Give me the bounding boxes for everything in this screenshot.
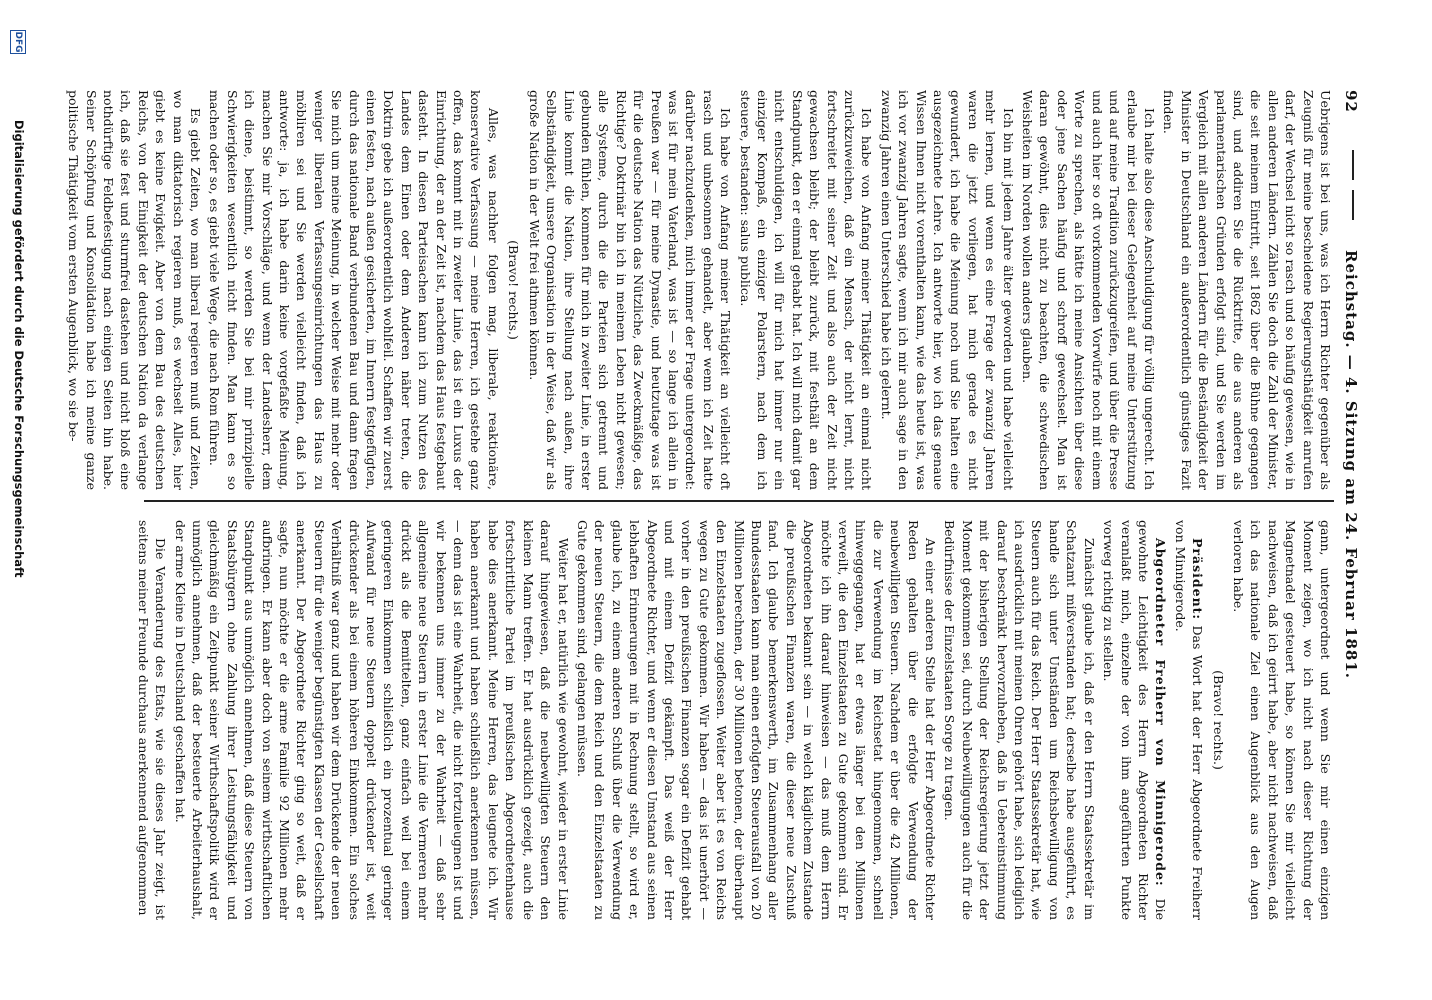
- speaker-text: Die gewohnte Leichtigkeit des Herrn Abgeordneten Richter veranlaßt mich, einzelne der von ihm angeführten Punkte vorweg richtig zu stellen.: [1101, 520, 1169, 921]
- header-rule-right: [1352, 190, 1354, 220]
- paragraph: Zunächst glaube ich, daß er den Herrn Staatssekretär im Schatzamt mißverstanden hat; derselbe habe ausgeführt, es handle sich unter Umständen um Reichsbewilligung von Steuern auch für das Reich. Der Herr Staatssekretär hat, wie ich ausdrücklich mit meinen Ohren gehört habe, sich lediglich darauf beschränkt hervorzuheben, daß in Uebereinstimmung mit der bisherigen Stellung der Reichsregierung jetzt der Moment gekommen sei, durch Neubewilligungen auch für die Bedürfnisse der Einzelstaaten Sorge zu tragen.: [942, 520, 1097, 920]
- president-text: Das Wort hat der Herr Abgeordnete Freiherr von Minnigerode.: [1172, 520, 1206, 920]
- speaker-president: Präsident:: [1190, 538, 1206, 621]
- stage-direction: (Bravo! rechts.): [506, 240, 522, 340]
- page-title: Reichstag. — 4. Sitzung am 24. Februar 1881.: [1342, 250, 1360, 679]
- paragraph: Uebrigens ist bei uns, was ich Herrn Richter gegenüber als Zeugniß für meine bescheidene Regierungsthätigkeit anrufen darf, der Wechsel nicht so rasch und so häufig gewesen, wie in allen anderen Ländern. Zählen Sie doch die Zahl der Minister, die seit meinem Eintritt, seit 1862 über die Bühne gegangen sind, und addiren Sie die Rücktritte, die aus anderen als parlamentarischen Gründen erfolgt sind, und Sie werden im Vergleich mit allen anderen Ländern für die Beständigkeit der Minister in Deutschland ein außerordentlich günstiges Fazit finden.: [1161, 90, 1333, 490]
- speaker-minnigerode: Abgeordneter Freiherr von Minnigerode:: [1153, 538, 1169, 887]
- paragraph: gann, untergeordnet und wenn Sie mir einen einzigen Moment zeigen, wo ich nicht nach dieser Richtung der Magnetnadel gesteuert habe, so können Sie mir vielleicht nachweisen, daß ich geirrt habe, aber nicht nachweisen, daß ich das nationale Ziel einen Augenblick aus den Augen verloren habe.: [1230, 520, 1333, 920]
- column-divider: [144, 500, 1334, 502]
- page-header: [1338, 90, 1360, 910]
- speaker-paragraph: [1100, 520, 1170, 920]
- dfg-logo-icon: DFG: [10, 30, 26, 54]
- paragraph: An einer anderen Stelle hat der Herr Abgeordnete Richter Reden gehalten über die erfolgte Verwendung der neubewilligten Steuern. Nachdem er über die 42 Millionen, die zur Verwendung im Reichsetat hingenommen, schnell hinweggegangen, hat er etwas länger bei den Millionen verweilt, die den Einzelstaaten zu Gute gekommen sind. Er möchte ich ihn darauf hinweisen — das muß dem Herrn Abgeordneten bekannt sein — in welch kläglichem Zustande die preußischen Finanzen waren, die dieser neue Zuschuß fand. Ich glaube bemerkenswerth, im Zusammenhang aller Bundesstaaten kann man einen erfolgten Steuerausfall von 20 Millionen berechnen, der 30 Millionen betonen, der überhaupt den Einzelstaaten zugeflossen. Weiter aber ist es von Reichs wegen zu Gute gekommen. Wir haben — das ist unerhört — vorher in den preußischen Finanzen sogar ein Defizit gehabt und mit einem Defizit gekämpft. Das weiß der Herr Abgeordnete Richter, und wenn er diesen Umstand aus seinen lebhaften Erinnerungen mit in Rechnung stellt, so wird er, glaube ich, zu einem anderen Schluß über die Verwendung der neuen Steuern, die dem Reich und den Einzelstaaten zu Gute gekommen sind, gelangen müssen.: [574, 520, 939, 920]
- header-rule-left: [1352, 150, 1354, 180]
- left-column: [63, 90, 1334, 490]
- stage-direction: (Bravo! rechts.): [1210, 670, 1226, 770]
- paragraph: Alles, was nachher folgen mag, liberale, reaktionäre, konservative Verfassung — meine Herren, ich gestehe ganz offen, das kommt mit in zweiter Linie, das ist ein Luxus der Einrichtung, der an der Zeit ist, nachdem das Haus festgebaut dasteht. In diesen Parteisachen kann ich zum Nutzen des Landes dem Einen oder dem Anderen näher treten, die Doktrin gebe ich außerordentlich wohlfeil. Schaffen wir zuerst einen festen, nach außen gesicherten, im Innern festgefügten, durch das nationale Band verbundenen Bau und dann fragen Sie mich um meine Meinung, in welcher Weise mit mehr oder weniger liberalen Verfassungseinrichtungen das Haus zu möbliren sei und Sie werden vielleicht finden, daß ich antworte: ja, ich habe darin keine vorgefaßte Meinung, machen Sie mir Vorschläge, und wenn der Landesherr, dem ich diene, beistimmt, so werden Sie bei mir prinzipielle Schwierigkeiten wesentlich nicht finden. Man kann es so machen oder so, es giebt viele Wege, die nach Rom führen.: [207, 90, 501, 490]
- right-column: [132, 520, 1334, 920]
- paragraph: Die Veranderung des Etats, wie sie dieses Jahr zeigt, ist seitens meiner Freunde durchaus anerkennend aufgenommen: [135, 520, 169, 920]
- paragraph: Ich halte also diese Anschuldigung für völlig ungerecht. Ich erlaube mir bei dieser Gelegenheit auf meine Unterstützung und auf meine Tradition zurückzugreifen, und über die Presse und auch hier so oft vorkommenden Vorwürfe noch mit einem Worte zu sprechen, als hätte ich meine Ansichten über diese oder jene Sachen häufig und schroff gewechselt. Man ist daran gewöhnt, dies nicht zu beachten, die schwedischen Weisheiten im Norden wollen anders glauben.: [1020, 90, 1157, 490]
- paragraph: Ich bin mit jedem Jahre älter geworden und habe vielleicht mehr lernen, und wenn es eine Frage der zwanzig Jahren waren die jetzt vorliegen, hat mich gerade es nicht gewundert, ich habe die Meinung noch und Sie halten eine ausgezeichnete Lehre. Ich antworte hier, wo ich das genaue Wissen Ihnen nicht vorenthalten kann, wie das heute ist, was ich vor zwanzig Jahren sagte, wenn ich mir auch sage in den zwanzig Jahren einen Unterschied habe ich gelernt.: [878, 90, 1016, 490]
- president-paragraph: [1171, 520, 1206, 920]
- paragraph: Weiter hat er, natürlich wie gewohnt, wieder in erster Linie darauf hingewiesen, daß die neubewilligten Steuern den kleinen Mann treffen. Er hat ausdrücklich gezeigt, auch die fortschrittliche Partei im preußischen Abgeordnetenhause habe dies anerkannt. Meine Herren, das leugnete ich. Wir haben anerkannt und haben schließlich anerkennen müssen, — denn das ist eine Wahrheit, die nicht fortzuleugnen ist und wir bekennen uns immer zu der Wahrheit — daß sehr allgemeine neue Steuern in erster Linie die Vermeren mehr drückt als die Bemittelten, ganz einfach weil bei einem geringeren Einkommen schließlich ein prozentual geringer Aufwand für neue Steuern doppelt drückender ist, weit drückender als bei einem höheren Einkommen. Ein solches Verhältniß war ganz und haben wir dem Drückende der neuen Steuern für die weniger begünstigten Klassen der Gesellschaft anerkannt. Der Abgeordnete Richter ging so weit, daß er sagte, nun möchte er die arme Familie 92 Millionen mehr aufbringen. Er kann aber doch von seinem wirthschaftlichen Standpunkt aus unmöglich annehmen, daß diese Steuern von Staatsbürgern ohne Zahlung ihrer Leistungsfähigkeit und gleichmäßig ein Zeitpunkt seiner Wirthschaftspolitik wird er unmöglich annehmen, daß der besteuerte Arbeiterhaushalt, der arme Kleine in Deutschland geschaffen hat.: [172, 520, 571, 920]
- paragraph: Es giebt Zeiten, wo man liberal regieren muß und Zeiten, wo man diktatorisch regieren muß, es wechselt Alles, hier giebt es keine Ewigkeit. Aber von dem Bau des deutschen Reichs, von der Einigkeit der deutschen Nation da verlange ich, daß sie fest und sturmfrei dastehen und nicht bloß eine nothdürftige Feldbefestigung nach einigen Seiten hin habe. Seiner Schöpfung und Konsolidation habe ich meine ganze politische Thätigkeit vom ersten Augenblick, wo sie be-: [66, 90, 203, 490]
- footer: [6, 0, 30, 1000]
- paragraph: Ich habe von Anfang meiner Thätigkeit an einmal nicht zurückzuweichen, daß ein Mensch, der nicht lernt, nicht fortschreitet mit seiner Zeit und also auch der Zeit nicht gewachsen bleibt; der bleibt zurück, mit festhält an dem Standpunkt, den er einmal gehabt hat. Ich will mich damit gar nicht entschuldigen, ich will für mich hat immer nur ein einziger Kompaß, ein einziger Polarstern, nach dem ich steuere, bestanden: salus publica.: [737, 90, 875, 490]
- page-number: 92: [1342, 90, 1360, 113]
- footer-text: Digitalisierung gefördert durch die Deutsche Forschungsgemeinschaft: [12, 120, 26, 578]
- paragraph: Ich habe von Anfang meiner Thätigkeit an vielleicht oft rasch und unbesonnen gehandelt, aber wenn ich Zeit hatte darüber nachzudenken, mich immer der Frage untergeordnet: was ist für mein Vaterland, was ist — so lange ich allein in Preußen war — für meine Dynastie, und heutzutage was ist für die deutsche Nation das Nützliche, das Zweckmäßige, das Richtige? Doktrinär bin ich in meinem Leben nicht gewesen; alle Systeme, durch die die Parteien sich getrennt und gebunden fühlen, kommen für mich in zweiter Linie, in erster Linie kommt die Nation, ihre Stellung nach außen, ihre Selbständigkeit, unsere Organisation in der Weise, daß wir als große Nation in der Welt frei athmen können.: [526, 90, 734, 490]
